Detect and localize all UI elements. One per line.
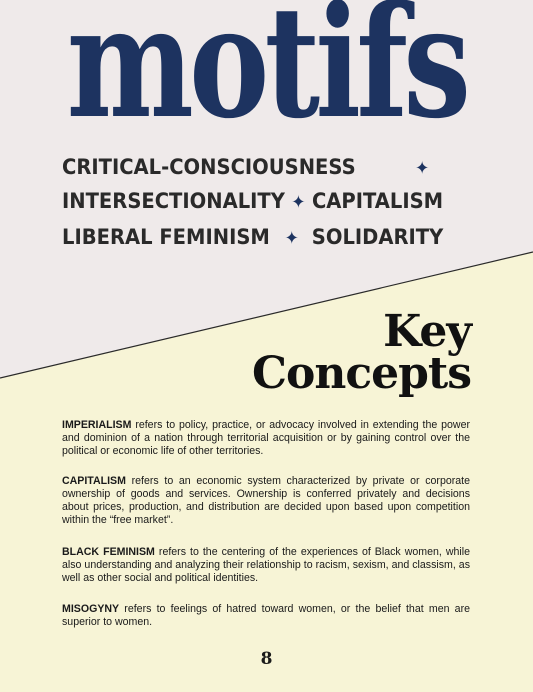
- four-point-star-icon: ✦: [284, 228, 299, 249]
- concept-imperialism: [62, 419, 470, 458]
- concept-definition: refers to an economic system characterized by private or corporate ownership of goods and services. Ownership is conferred privately and decisions about prices, production, and distribution are decided upon based upon competition within the “free market”.: [62, 475, 470, 526]
- concept-misogyny: [62, 603, 470, 629]
- motif-line-1: [62, 155, 453, 179]
- page-title: motifs: [66, 0, 467, 153]
- motif-capitalism: CAPITALISM: [311, 189, 444, 213]
- concept-term: CAPITALISM: [62, 475, 126, 487]
- motif-solidarity: SOLIDARITY: [311, 225, 444, 249]
- section-heading: [171, 306, 471, 399]
- four-point-star-icon: ✦: [291, 192, 306, 213]
- motif-line-2: [62, 189, 453, 213]
- concept-definition: refers to the centering of the experiences of Black women, while also understanding and analyzing their relationship to racism, sexism, and classism, as well as other social and political identities.: [62, 546, 470, 584]
- motif-critical-consciousness: CRITICAL-CONSCIOUSNESS: [62, 155, 356, 179]
- page-number: 8: [260, 649, 273, 669]
- motif-intersectionality: INTERSECTIONALITY: [62, 189, 285, 213]
- concept-definition: refers to feelings of hatred toward women, or the belief that men are superior to women.: [62, 603, 470, 628]
- concept-term: IMPERIALISM: [62, 419, 132, 431]
- motif-line-3: [62, 225, 453, 249]
- section-heading-line-1: Key: [383, 306, 471, 357]
- concept-term: MISOGYNY: [62, 603, 120, 615]
- section-heading-line-2: Concepts: [251, 348, 471, 399]
- concept-definition: refers to policy, practice, or advocacy involved in extending the power and dominion of a nation through territorial acquisition or by gaining control over the political or economic life of other territories.: [62, 419, 470, 457]
- motif-liberal-feminism: LIBERAL FEMINISM: [62, 225, 270, 249]
- concept-capitalism: [62, 475, 470, 527]
- concept-term: BLACK FEMINISM: [62, 546, 155, 558]
- concept-black-feminism: [62, 546, 470, 585]
- four-point-star-icon: ✦: [415, 158, 430, 179]
